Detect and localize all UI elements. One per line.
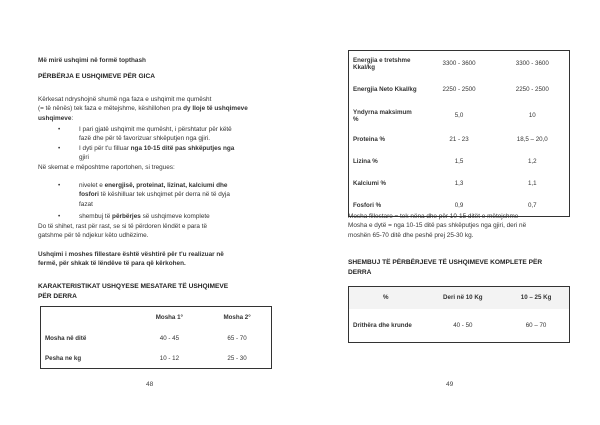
bullet-dot: • — [58, 145, 61, 152]
age-definitions-note: Mosha fillestare = tek nëna dhe për 10-15 ditët e mëtejshme Mosha e dytë = nga 10-15 ditë pas shkëputjes nga gjiri, deri në moshën 65-70 ditë dhe peshë prej 25-30 kg. — [348, 213, 527, 239]
table-header-cell — [41, 307, 136, 329]
intro-paragraph: Kërkesat ndryshojnë shumë nga faza e ushqimit me qumësht (= të nënës) tek faza e mëtejshme, këshillohen pra dy lloje të ushqimeve — [38, 96, 248, 113]
table-row: Proteina % 21 - 23 18,5 – 20,0 — [353, 136, 548, 143]
table-header-cell: % — [382, 294, 389, 302]
table-row: Mosha në ditë 40 - 45 65 - 70 — [45, 335, 247, 342]
bullet-dot: • — [58, 213, 61, 220]
bullet-second-feed: • I dyti për t'u filluar nga 10-15 ditë pas shkëputjes nga gjiri — [58, 145, 235, 162]
table-header-cell: Mosha 1° — [155, 314, 184, 322]
lead-line: Më mirë ushqimi në formë topthash — [38, 57, 146, 64]
table-row: Kalciumi % 1,3 1,1 — [353, 180, 537, 187]
right-page — [300, 0, 600, 425]
table-row: Lizina % 1,5 1,2 — [353, 158, 537, 165]
composition-examples-table — [348, 286, 570, 343]
table-row: Yndyrna maksimum % 5,0 10 — [353, 108, 536, 123]
table-row: Fosfori % 0,9 0,7 — [353, 201, 537, 209]
bullet-examples: • shembuj të përbërjes së ushqimeve komplete — [58, 213, 210, 220]
bullet-first-feed: • I pari gjatë ushqimit me qumësht, i përshtatur për këtë fazë dhe për të favorizuar shkëputjen nga gjiri. — [58, 126, 232, 143]
schemes-intro: Në skemat e mëposhtme raportohen, si tregues: — [38, 164, 175, 171]
table-row: Energjia Neto Kkal/kg 2250 - 2500 2250 - 2500 — [353, 86, 549, 93]
nutrient-table — [348, 50, 570, 217]
bullet-dot: • — [58, 182, 61, 189]
table-row: Energjia e tretshme Kkal/kg 3300 - 3600 3300 - 3600 — [353, 56, 549, 71]
table-header-cell: 10 – 25 Kg — [520, 294, 552, 302]
table-header-cell: Deri në 10 Kg — [443, 294, 483, 302]
bullet-dot: • — [58, 126, 61, 133]
bullet-levels: • nivelet e energjisë, proteinat, lizinat, kalciumi dhe fosfori të këshilluar tek ushqimet për derra në të dyja fazat — [58, 182, 230, 208]
section-title-examples: SHEMBUJ TË PËRBËRJEVE TË USHQIMEVE KOMPLETE PËR DERRA — [348, 259, 543, 276]
table-header-cell: Mosha 2° — [223, 314, 251, 322]
intro-bold-continuation: ushqimeve: — [38, 115, 74, 122]
section-title-composition: PËRBËRJA E USHQIMEVE PËR GICA — [38, 73, 156, 80]
conclusion-paragraph: Ushqimi i moshes fillestare është vështirë për t'u realizuar në fermë, për shkak të lëndëve të para që kërkohen. — [38, 251, 224, 268]
age-weight-table — [40, 306, 272, 369]
table-row: Drithëra dhe krunde 40 - 50 60 – 70 — [353, 321, 547, 329]
page-number: 49 — [446, 381, 454, 388]
page-number: 48 — [146, 381, 154, 388]
usage-paragraph: Do të shihet, rast për rast, se si të përdoren lëndët e para të gatshme për të ndjekur këto udhëzime. — [38, 223, 208, 240]
section-title-characteristics: KARAKTERISTIKAT USHQYESE MESATARE TË USHQIMEVE PËR DERRA — [38, 283, 229, 300]
table-row: Pesha ne kg 10 - 12 25 - 30 — [45, 354, 247, 362]
